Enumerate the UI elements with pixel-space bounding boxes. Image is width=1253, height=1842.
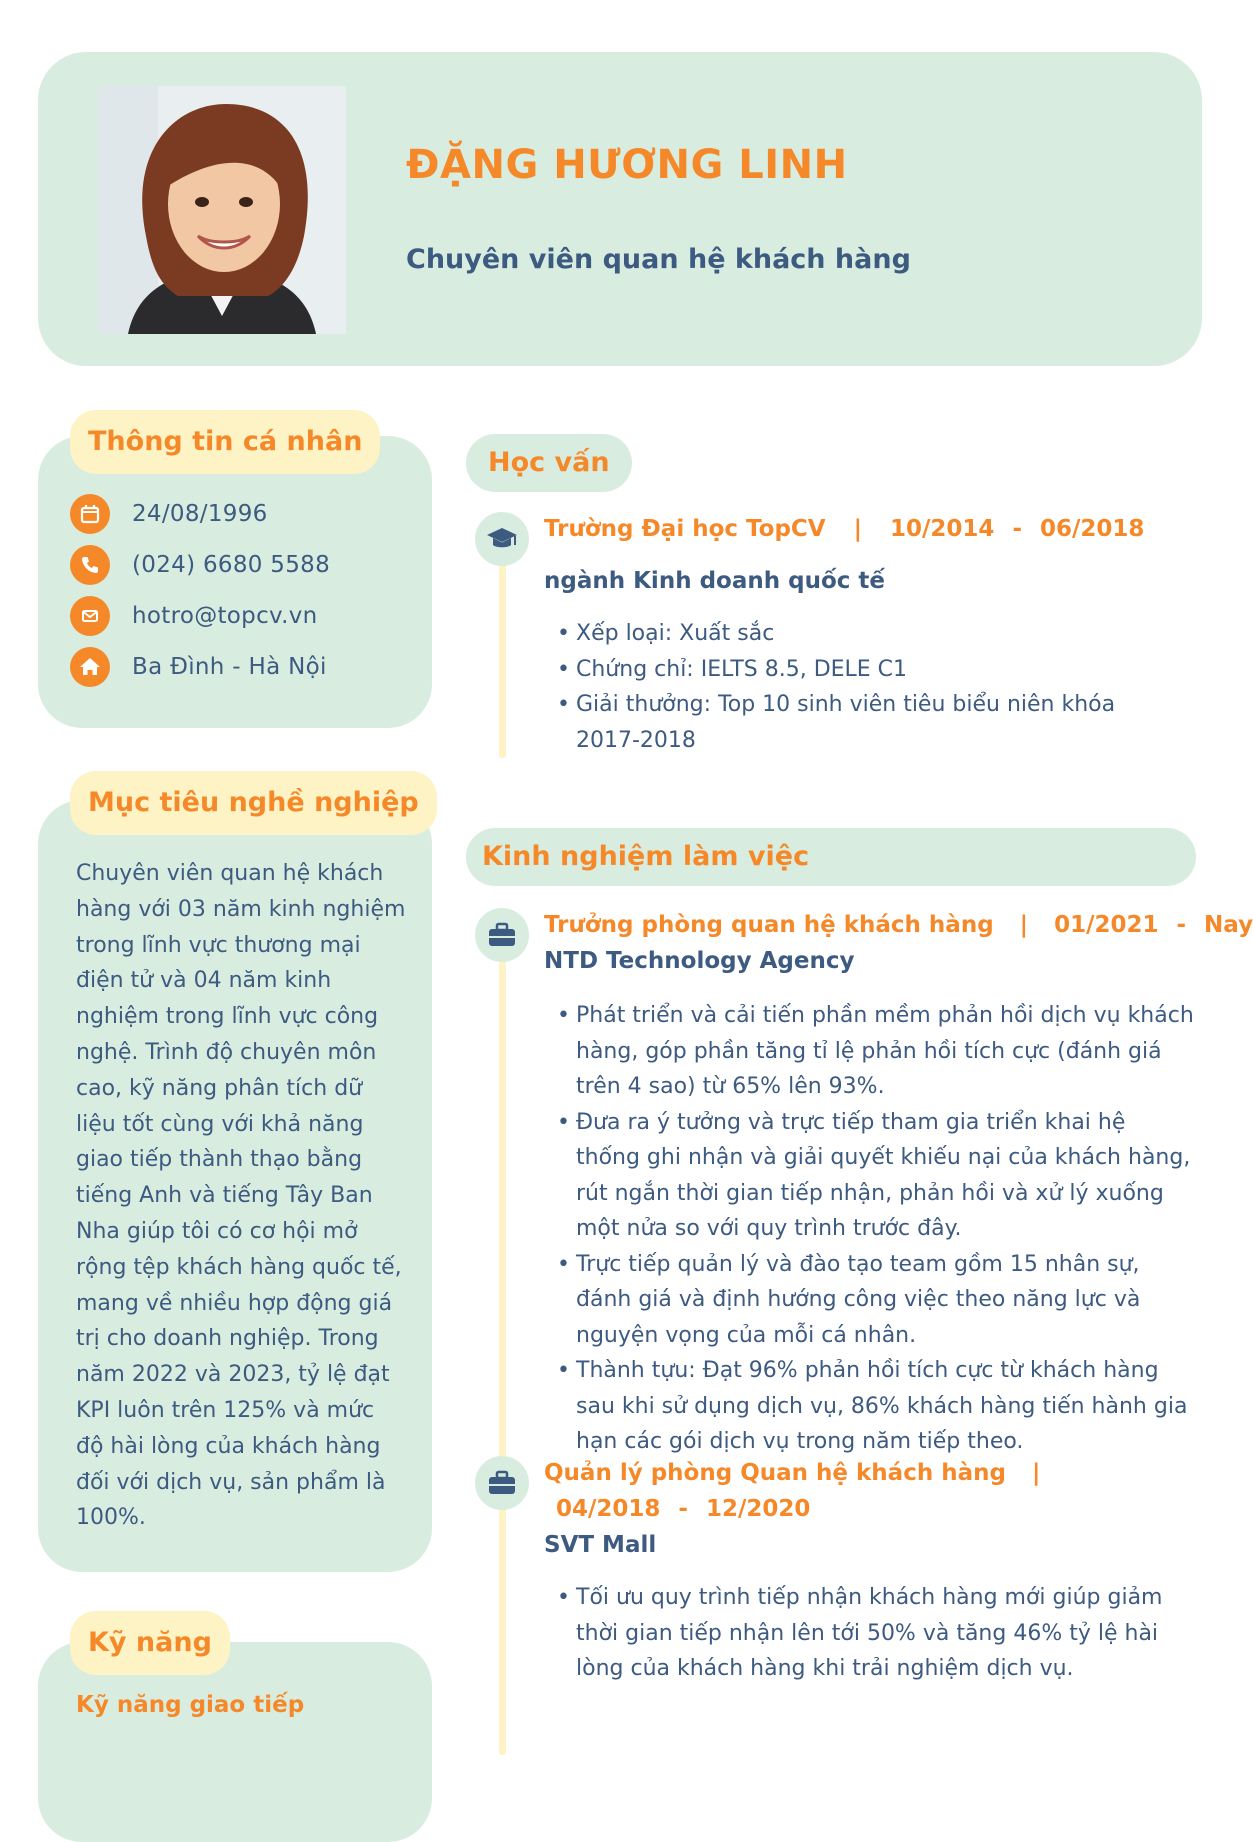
education-bullet: • Chứng chỉ: IELTS 8.5, DELE C1 bbox=[576, 652, 1176, 688]
info-row-phone bbox=[70, 545, 330, 585]
job-1-position: Trưởng phòng quan hệ khách hàng bbox=[544, 912, 994, 938]
separator: | bbox=[853, 516, 863, 542]
job-bullet: • Tối ưu quy trình tiếp nhận khách hàng mới giúp giảm thời gian tiếp nhận lên tới 50% và tăng 46% tỷ lệ hài lòng của khách hàng khi trải nghiệm dịch vụ. bbox=[576, 1580, 1196, 1687]
job-2-end: 12/2020 bbox=[705, 1496, 811, 1522]
phone-icon bbox=[70, 545, 110, 585]
date-dash: - bbox=[1012, 516, 1022, 542]
experience-timeline bbox=[499, 936, 506, 1755]
job-2-start: 04/2018 bbox=[556, 1496, 661, 1522]
education-major: ngành Kinh doanh quốc tế bbox=[544, 568, 885, 594]
skill-communication: Kỹ năng giao tiếp bbox=[76, 1692, 305, 1718]
briefcase-icon bbox=[475, 1456, 529, 1510]
personal-info-heading: Thông tin cá nhân bbox=[70, 410, 380, 474]
job-2-dates bbox=[556, 1496, 810, 1522]
candidate-title: Chuyên viên quan hệ khách hàng bbox=[406, 244, 911, 275]
education-end: 06/2018 bbox=[1039, 516, 1145, 542]
skills-heading: Kỹ năng bbox=[70, 1611, 230, 1675]
education-bullet: • Xếp loại: Xuất sắc bbox=[576, 616, 1176, 652]
education-bullet: • Giải thưởng: Top 10 sinh viên tiêu biểu niên khóa 2017-2018 bbox=[576, 687, 1176, 758]
education-entry-header bbox=[544, 516, 1144, 542]
job-2-company: SVT Mall bbox=[544, 1532, 657, 1558]
briefcase-icon bbox=[475, 908, 529, 962]
job-bullet: • Thành tựu: Đạt 96% phản hồi tích cực từ khách hàng sau khi sử dụng dịch vụ, 86% khách hàng tiến hành gia hạn các gói dịch vụ trong năm tiếp theo. bbox=[576, 1353, 1196, 1460]
graduation-cap-icon bbox=[475, 512, 529, 566]
info-row-birthday bbox=[70, 494, 268, 534]
job-1-header bbox=[544, 912, 1253, 938]
info-row-address bbox=[70, 647, 327, 687]
education-timeline bbox=[499, 540, 506, 758]
job-1-start: 01/2021 bbox=[1054, 912, 1159, 938]
job-bullet: • Đưa ra ý tưởng và trực tiếp tham gia triển khai hệ thống ghi nhận và giải quyết khiếu nại của khách hàng, rút ngắn thời gian tiếp nhận, phản hồi và xử lý xuống một nửa so với quy trình trước đây. bbox=[576, 1105, 1196, 1247]
candidate-name: ĐẶNG HƯƠNG LINH bbox=[406, 142, 848, 188]
education-start: 10/2014 bbox=[890, 516, 995, 542]
email-text: hotro@topcv.vn bbox=[132, 603, 318, 629]
address-text: Ba Đình - Hà Nội bbox=[132, 654, 327, 680]
job-1-company: NTD Technology Agency bbox=[544, 948, 855, 974]
job-2-header bbox=[544, 1460, 1066, 1486]
job-1-bullets bbox=[576, 998, 1196, 1460]
education-heading: Học vấn bbox=[466, 434, 632, 492]
info-row-email bbox=[70, 596, 318, 636]
home-icon bbox=[70, 647, 110, 687]
school-name: Trường Đại học TopCV bbox=[544, 516, 826, 542]
date-dash: - bbox=[678, 1496, 688, 1522]
separator: | bbox=[1031, 1460, 1041, 1486]
profile-photo bbox=[98, 86, 346, 334]
calendar-icon bbox=[70, 494, 110, 534]
objective-heading: Mục tiêu nghề nghiệp bbox=[70, 771, 437, 835]
job-2-position: Quản lý phòng Quan hệ khách hàng bbox=[544, 1460, 1006, 1486]
job-1-end: Nay bbox=[1204, 912, 1253, 938]
job-bullet: • Phát triển và cải tiến phần mềm phản hồi dịch vụ khách hàng, góp phần tăng tỉ lệ phản hồi tích cực (đánh giá trên 4 sao) từ 65% lên 93%. bbox=[576, 998, 1196, 1105]
separator: | bbox=[1019, 912, 1029, 938]
mail-icon bbox=[70, 596, 110, 636]
phone-text: (024) 6680 5588 bbox=[132, 552, 331, 578]
birthday-text: 24/08/1996 bbox=[132, 501, 268, 527]
experience-heading: Kinh nghiệm làm việc bbox=[466, 828, 1196, 886]
objective-text: Chuyên viên quan hệ khách hàng với 03 năm kinh nghiệm trong lĩnh vực thương mại điện tử và 04 năm kinh nghiệm trong lĩnh vực công nghệ. Trình độ chuyên môn cao, kỹ năng phân tích dữ liệu tốt cùng với khả năng giao tiếp thành thạo bằng tiếng Anh và tiếng Tây Ban Nha giúp tôi có cơ hội mở rộng tệp khách hàng quốc tế, mang về nhiều hợp động giá trị cho doanh nghiệp. Trong năm 2022 và 2023, tỷ lệ đạt KPI luôn trên 125% và mức độ hài lòng của khách hàng đối với dịch vụ, sản phẩm là 100%. bbox=[76, 861, 406, 1531]
job-bullet: • Trực tiếp quản lý và đào tạo team gồm 15 nhân sự, đánh giá và định hướng công việc theo năng lực và nguyện vọng của mỗi cá nhân. bbox=[576, 1247, 1196, 1354]
date-dash: - bbox=[1176, 912, 1187, 938]
job-2-bullets bbox=[576, 1580, 1196, 1687]
education-bullets bbox=[576, 616, 1176, 758]
